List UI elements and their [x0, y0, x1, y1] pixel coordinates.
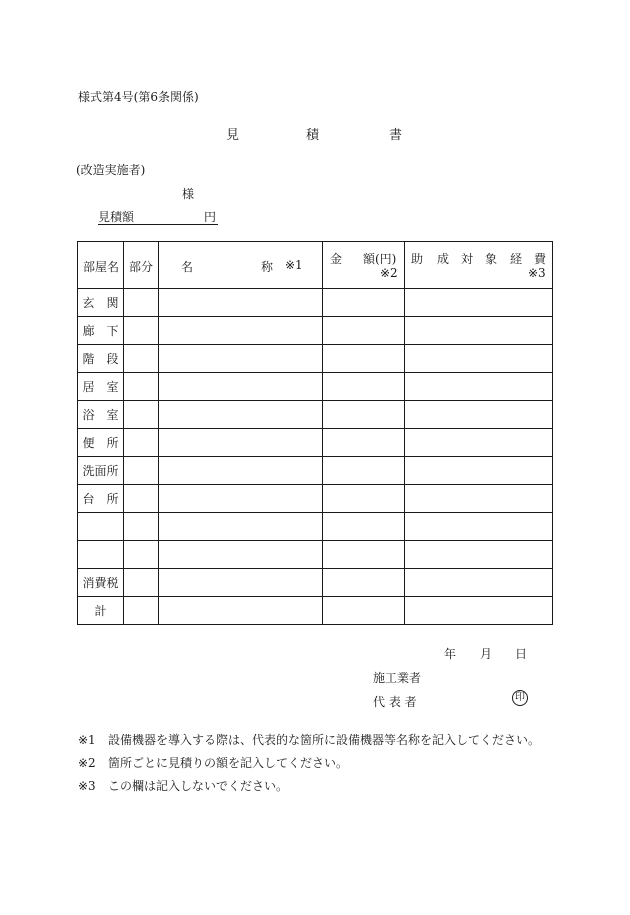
subsidy-cell [405, 541, 553, 569]
room-name: 消費税 [78, 569, 124, 597]
header-part-label: 部分 [129, 260, 154, 274]
note-1 [78, 731, 540, 748]
subsidy-cell [405, 373, 553, 401]
date-day-label: 日 [515, 647, 528, 661]
table-row [78, 569, 553, 597]
table-row [78, 373, 553, 401]
room-name: 浴 室 [78, 401, 124, 429]
header-part [124, 242, 159, 289]
header-name [159, 242, 323, 289]
note-1-mark: ※1 [78, 733, 96, 747]
header-subsidy-char-4: 象 [485, 252, 498, 266]
subsidy-cell [405, 485, 553, 513]
amount-cell[interactable] [323, 429, 405, 457]
room-name[interactable] [78, 513, 124, 541]
amount-cell[interactable] [323, 317, 405, 345]
subsidy-cell [405, 345, 553, 373]
note-2-text: 箇所ごとに見積りの額を記入してください。 [108, 756, 349, 770]
amount-cell[interactable] [323, 289, 405, 317]
date-month-label: 月 [480, 647, 493, 661]
part-cell[interactable] [124, 345, 159, 373]
header-room [78, 242, 124, 289]
subsidy-cell [405, 289, 553, 317]
title-char-2: 積 [306, 128, 320, 143]
table-row [78, 429, 553, 457]
header-subsidy-char-3: 対 [461, 252, 474, 266]
table-row [78, 597, 553, 625]
note-2 [78, 754, 348, 771]
room-name: 階 段 [78, 345, 124, 373]
item-name-cell[interactable] [159, 317, 323, 345]
header-subsidy-note: ※3 [528, 266, 546, 280]
amount-cell[interactable] [323, 401, 405, 429]
table-row [78, 541, 553, 569]
estimate-amount-field[interactable] [98, 208, 218, 225]
note-3-text: この欄は記入しないでください。 [108, 779, 289, 793]
table-header-row [78, 242, 553, 289]
header-room-label: 部屋名 [83, 260, 120, 274]
item-name-cell[interactable] [159, 289, 323, 317]
header-subsidy-char-6: 費 [534, 252, 547, 266]
estimate-label: 見積額 [98, 210, 135, 224]
header-subsidy-char-2: 成 [437, 252, 450, 266]
header-subsidy [405, 242, 553, 289]
note-1-text: 設備機器を導入する際は、代表的な箇所に設備機器等名称を記入してください。 [108, 733, 541, 747]
item-name-cell[interactable] [159, 597, 323, 625]
room-name: 居 室 [78, 373, 124, 401]
form-number: 様式第4号(第6条関係) [78, 90, 199, 104]
implementer-label: (改造実施者) [76, 163, 146, 177]
amount-cell[interactable] [323, 541, 405, 569]
part-cell[interactable] [124, 401, 159, 429]
subsidy-cell [405, 569, 553, 597]
table-row [78, 485, 553, 513]
note-2-mark: ※2 [78, 756, 96, 770]
contractor-label: 施工業者 [373, 671, 422, 685]
part-cell[interactable] [124, 373, 159, 401]
part-cell[interactable] [124, 569, 159, 597]
seal-mark: 印 [512, 690, 528, 706]
part-cell[interactable] [124, 597, 159, 625]
item-name-cell[interactable] [159, 345, 323, 373]
room-name: 台 所 [78, 485, 124, 513]
room-name: 廊 下 [78, 317, 124, 345]
amount-cell[interactable] [323, 569, 405, 597]
date-year-label: 年 [444, 647, 457, 661]
item-name-cell[interactable] [159, 457, 323, 485]
amount-cell[interactable] [323, 513, 405, 541]
item-name-cell[interactable] [159, 513, 323, 541]
honorific-sama: 様 [182, 187, 195, 201]
part-cell[interactable] [124, 485, 159, 513]
header-subsidy-char-5: 経 [510, 252, 523, 266]
amount-cell[interactable] [323, 373, 405, 401]
table-row [78, 401, 553, 429]
subsidy-cell [405, 597, 553, 625]
part-cell[interactable] [124, 513, 159, 541]
part-cell[interactable] [124, 457, 159, 485]
room-name: 便 所 [78, 429, 124, 457]
subsidy-cell [405, 401, 553, 429]
subsidy-cell [405, 457, 553, 485]
subsidy-cell [405, 513, 553, 541]
header-name-a: 名 [181, 260, 194, 274]
room-name[interactable] [78, 541, 124, 569]
amount-cell[interactable] [323, 485, 405, 513]
note-3-mark: ※3 [78, 779, 96, 793]
yen-label: 円 [203, 210, 216, 224]
table-row [78, 457, 553, 485]
title-char-3: 書 [389, 128, 403, 143]
subsidy-cell [405, 429, 553, 457]
estimate-table [77, 241, 553, 625]
part-cell[interactable] [124, 429, 159, 457]
room-name: 玄 関 [78, 289, 124, 317]
table-row [78, 289, 553, 317]
amount-cell[interactable] [323, 597, 405, 625]
header-amount-b: 額(円) [363, 252, 397, 266]
room-name: 計 [78, 597, 124, 625]
subsidy-cell [405, 317, 553, 345]
title-char-1: 見 [226, 128, 240, 143]
header-amount [323, 242, 405, 289]
item-name-cell[interactable] [159, 401, 323, 429]
part-cell[interactable] [124, 289, 159, 317]
header-amount-note: ※2 [380, 266, 398, 280]
header-subsidy-char-1: 助 [411, 252, 424, 266]
item-name-cell[interactable] [159, 541, 323, 569]
table-row [78, 513, 553, 541]
note-3 [78, 777, 288, 794]
item-name-cell[interactable] [159, 373, 323, 401]
header-amount-a: 金 [330, 252, 343, 266]
header-name-note: ※1 [285, 258, 303, 272]
table-row [78, 345, 553, 373]
room-name: 洗面所 [78, 457, 124, 485]
part-cell[interactable] [124, 317, 159, 345]
amount-cell[interactable] [323, 345, 405, 373]
header-name-b: 称 [261, 260, 274, 274]
table-row [78, 317, 553, 345]
item-name-cell[interactable] [159, 429, 323, 457]
representative-label: 代 表 者 [373, 695, 417, 709]
amount-cell[interactable] [323, 457, 405, 485]
item-name-cell[interactable] [159, 485, 323, 513]
item-name-cell[interactable] [159, 569, 323, 597]
part-cell[interactable] [124, 541, 159, 569]
